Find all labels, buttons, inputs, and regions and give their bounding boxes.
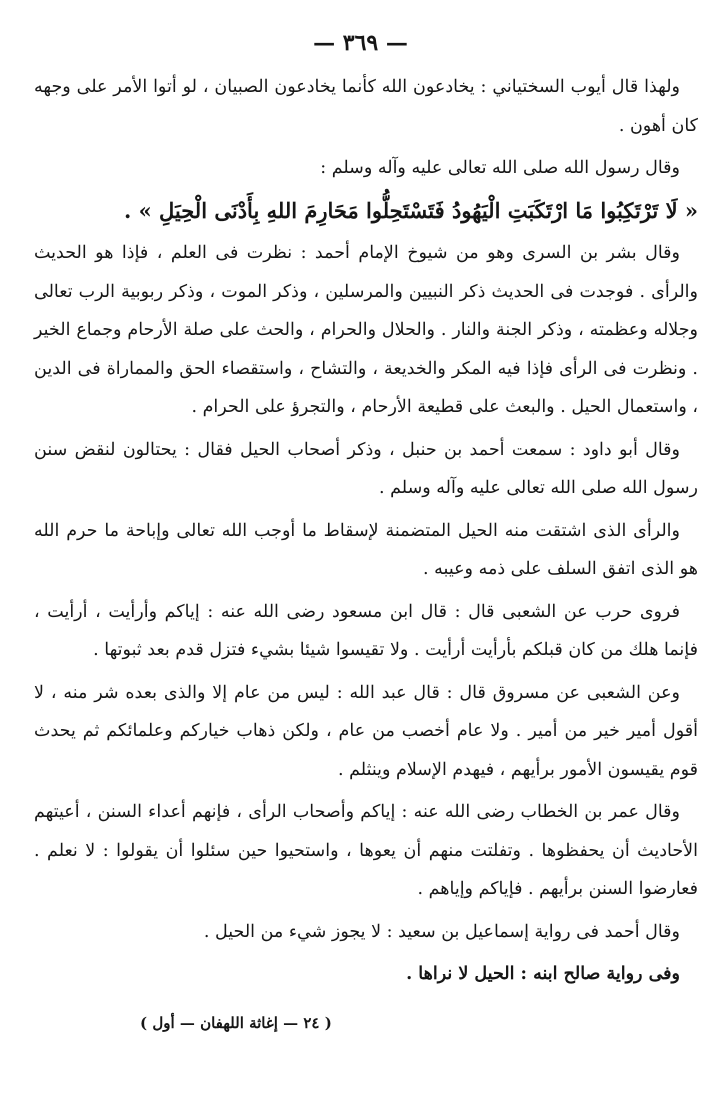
- hadith-quote: « لَا تَرْتَكِبُوا مَا ارْتَكَبَتِ الْيَهُودُ فَتَسْتَحِلُّوا مَحَارِمَ اللهِ بِأَدْنَى الْحِيَلِ » .: [123, 197, 698, 223]
- paragraph-salih: وفى رواية صالح ابنه : الحيل لا نراها .: [406, 964, 680, 984]
- paragraph-ayyub: ولهذا قال أيوب السختياني : يخادعون الله كأنما يخادعون الصبيان ، لو أتوا الأمر على وجهه كان أهون .: [34, 77, 698, 136]
- page-number: — ٣٦٩ —: [313, 30, 408, 56]
- paragraph-masruq: وعن الشعبى عن مسروق قال : قال عبد الله : ليس من عام إلا والذى بعده شر منه ، لا أقول أمير خير من أمير . ولا عام أخصب من عام ، ولكن ذهاب خياركم وعلمائكم ثم يحدث قوم يقيسون الأمور برأيهم ، فيهدم الإسلام وينثلم .: [34, 682, 698, 780]
- page-footer: ( ٢٤ — إغاثة اللهفان — أول ): [140, 1014, 332, 1032]
- paragraph-umar: وقال عمر بن الخطاب رضى الله عنه : إياكم وأصحاب الرأى ، فإنهم أعداء السنن ، أعيتهم الأحاديث أن يحفظوها . وتفلتت منهم أن يعوها ، واستحيوا حين سئلوا أن يقولوا : لا نعلم . فعارضوا السنن برأيهم . فإياكم وإياهم .: [34, 802, 698, 899]
- paragraph-abu-dawud: وقال أبو داود : سمعت أحمد بن حنبل ، وذكر أصحاب الحيل فقال : يحتالون لنقض سنن رسول الله صلى الله تعالى عليه وآله وسلم .: [34, 439, 698, 498]
- paragraph-ismail: وقال أحمد فى رواية إسماعيل بن سعيد : لا يجوز شيء من الحيل .: [203, 921, 680, 942]
- paragraph-ibn-masud: فروى حرب عن الشعبى قال : قال ابن مسعود رضى الله عنه : إياكم وأرأيت ، أرأيت ، فإنما هلك من كان قبلكم بأرأيت أرأيت . ولا تقيسوا شيئا بشيء فتزل قدم بعد ثبوتها .: [34, 601, 698, 660]
- paragraph-bishr: وقال بشر بن السرى وهو من شيوخ الإمام أحمد : نظرت فى العلم ، فإذا هو الحديث والرأى . فوجدت فى الحديث ذكر النبيين والمرسلين ، وذكر الموت ، وذكر ربوبية الرب تعالى وجلاله وعظمته ، وذكر الجنة والنار . والحلال والحرام ، والحث على صلة الأرحام وجماع الخير . ونظرت فى الرأى فإذا فيه المكر والخديعة ، والتشاح ، واستقصاء الحق والمماراة فى الدين ، واستعمال الحيل . والبعث على قطيعة الأرحام ، والتجرؤ على الحرام .: [34, 243, 698, 417]
- paragraph-prophet-intro: وقال رسول الله صلى الله تعالى عليه وآله وسلم :: [320, 158, 680, 178]
- paragraph-ray: والرأى الذى اشتقت منه الحيل المتضمنة لإسقاط ما أوجب الله تعالى وإباحة ما حرم الله هو الذى اتفق السلف على ذمه وعيبه .: [34, 520, 698, 579]
- page-text: [34, 68, 698, 994]
